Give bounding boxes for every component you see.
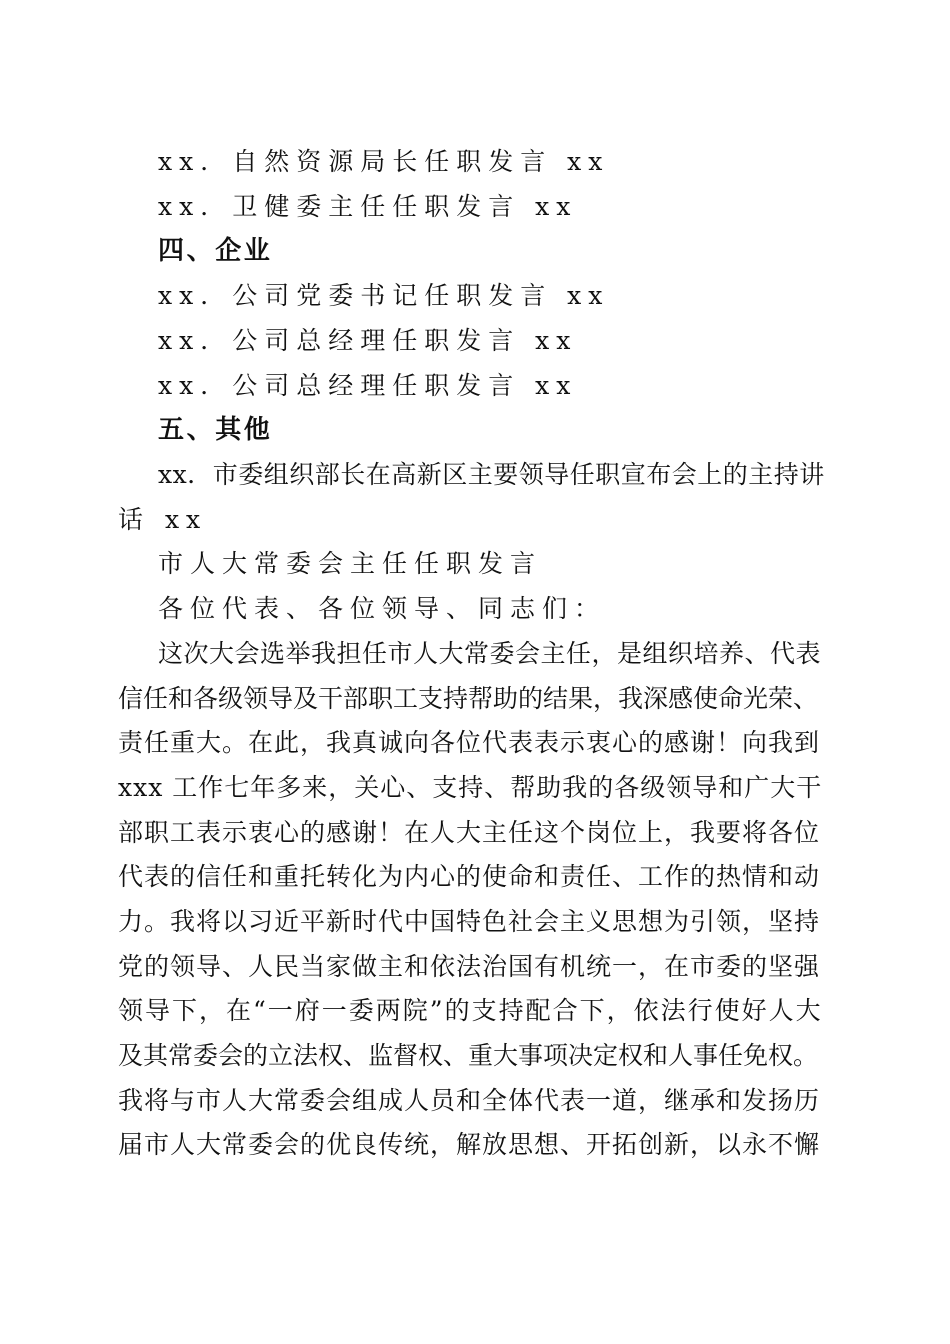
body-line: 这次大会选举我担任市人大常委会主任，是组织培养、代表 bbox=[158, 639, 822, 668]
toc-item: xx．公司党委书记任职发言 xx bbox=[158, 281, 610, 310]
body-line: 领导下，在“一府一委两院”的支持配合下，依法行使好人大 bbox=[118, 996, 823, 1025]
body-line: 力。我将以习近平新时代中国特色社会主义思想为引领，坚持 bbox=[118, 907, 821, 936]
body-line: 责任重大。在此，我真诚向各位代表表示衷心的感谢！向我到 bbox=[118, 728, 821, 757]
toc-item: xx．公司总经理任职发言 xx bbox=[158, 326, 578, 355]
section-heading-enterprise: 四、企业 bbox=[158, 236, 273, 266]
body-line: 党的领导、人民当家做主和依法治国有机统一，在市委的坚强 bbox=[118, 952, 821, 981]
body-line: 及其常委会的立法权、监督权、重大事项决定权和人事任免权。 bbox=[118, 1041, 819, 1070]
speech-salutation: 各位代表、各位领导、同志们： bbox=[158, 594, 607, 623]
speech-title: 市人大常委会主任任职发言 bbox=[158, 549, 543, 578]
body-line: 信任和各级领导及干部职工支持帮助的结果，我深感使命光荣、 bbox=[118, 684, 819, 713]
toc-item: xx．公司总经理任职发言 xx bbox=[158, 371, 578, 400]
body-line: 部职工表示衷心的感谢！在人大主任这个岗位上，我要将各位 bbox=[118, 818, 821, 847]
toc-item-continuation: 话 xx bbox=[118, 505, 208, 534]
body-line: xxx 工作七年多来，关心、支持、帮助我的各级领导和广大干 bbox=[118, 773, 823, 802]
body-line: 我将与市人大常委会组成人员和全体代表一道，继承和发扬历 bbox=[118, 1086, 821, 1115]
toc-item: xx．自然资源局长任职发言 xx bbox=[158, 147, 610, 176]
section-heading-other: 五、其他 bbox=[158, 415, 273, 445]
body-line: 届市人大常委会的优良传统，解放思想、开拓创新，以永不懈 bbox=[118, 1130, 821, 1159]
toc-item: xx．卫健委主任任职发言 xx bbox=[158, 192, 578, 221]
toc-item: xx．市委组织部长在高新区主要领导任职宣布会上的主持讲 bbox=[158, 460, 825, 489]
body-line: 代表的信任和重托转化为内心的使命和责任、工作的热情和动 bbox=[118, 862, 821, 891]
